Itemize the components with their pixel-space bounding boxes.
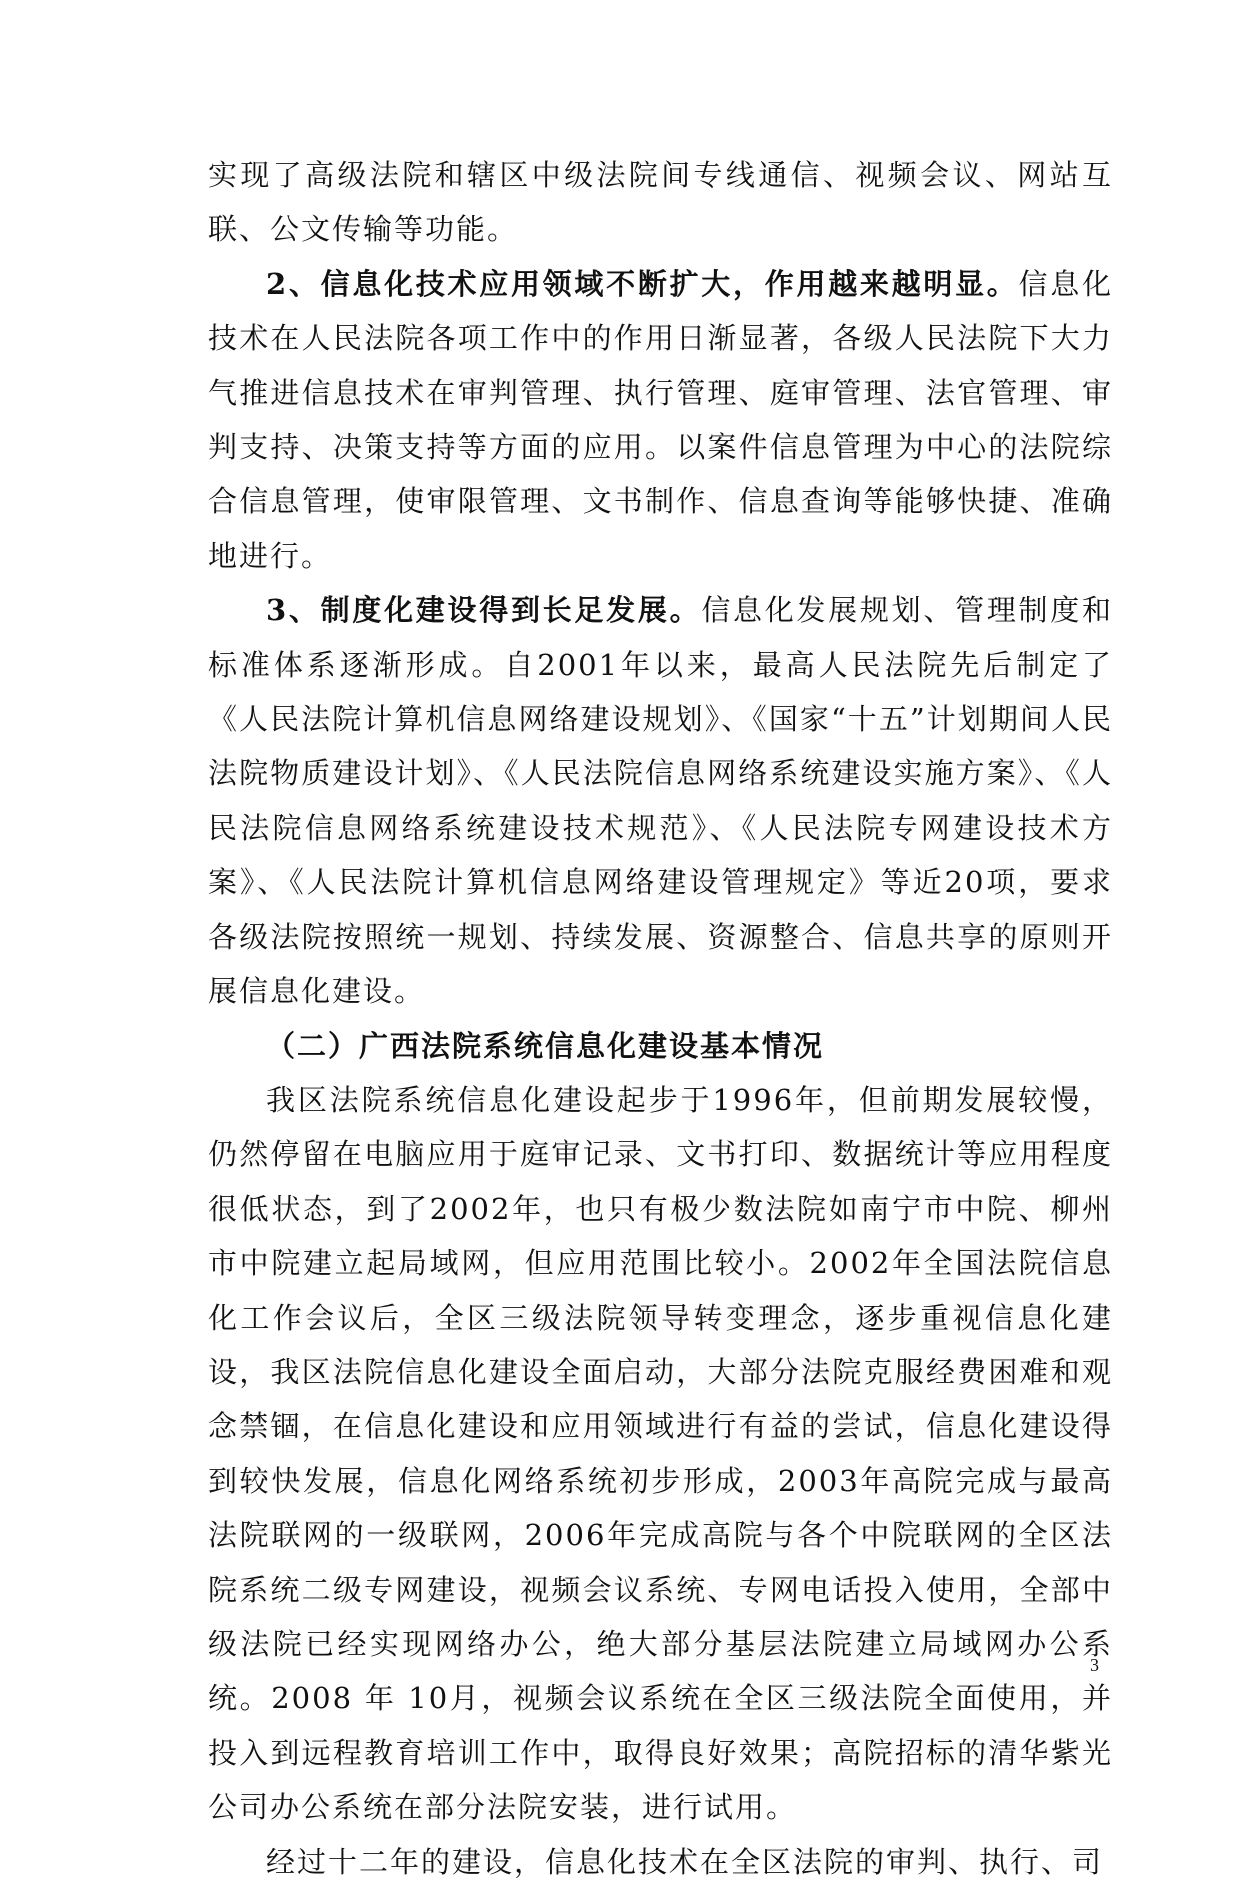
paragraph-guangxi-overview: 我区法院系统信息化建设起步于1996年，但前期发展较慢，仍然停留在电脑应用于庭审记录、文书打印、数据统计等应用程度很低状态，到了2002年，也只有极少数法院如南宁市中院、柳州市中院建立起局域网，但应用范围比较小。2002年全国法院信息化工作会议后，全区三级法院领导转变理念，逐步重视信息化建设，我区法院信息化建设全面启动，大部分法院克服经费困难和观念禁锢，在信息化建设和应用领域进行有益的尝试，信息化建设得到较快发展，信息化网络系统初步形成，2003年高院完成与最高法院联网的一级联网，2006年完成高院与各个中院联网的全区法院系统二级专网建设，视频会议系统、专网电话投入使用，全部中级法院已经实现网络办公，绝大部分基层法院建立局域网办公系统。2008 年 10月，视频会议系统在全区三级法院全面使用，并投入到远程教育培训工作中，取得良好效果；高院招标的清华紫光公司办公系统在部分法院安装，进行试用。: [208, 1082, 1113, 1825]
document-body: [208, 148, 1113, 1889]
item-2-lead: 2、信息化技术应用领域不断扩大，作用越来越明显。: [266, 266, 1019, 301]
page-number: 3: [1090, 1655, 1099, 1675]
item-3-text: 信息化发展规划、管理制度和标准体系逐渐形成。自2001年以来，最高人民法院先后制定了《人民法院计算机信息网络建设规划》、《国家“十五”计划期间人民法院物质建设计划》、《人民法院信息网络系统建设实施方案》、《人民法院信息网络系统建设技术规范》、《人民法院专网建设技术方案》、《人民法院计算机信息网络建设管理规定》等近20项，要求各级法院按照统一规划、持续发展、资源整合、信息共享的原则开展信息化建设。: [208, 593, 1113, 1009]
paragraph-item-3: [208, 583, 1113, 1018]
section-heading: （二）广西法院系统信息化建设基本情况: [266, 1028, 825, 1063]
paragraph-continued: 实现了高级法院和辖区中级法院间专线通信、视频会议、网站互联、公文传输等功能。: [208, 158, 1113, 247]
paragraph-twelve-years: 经过十二年的建设，信息化技术在全区法院的审判、执行、司: [266, 1844, 1104, 1879]
item-2-text: 信息化技术在人民法院各项工作中的作用日渐显著，各级人民法院下大力气推进信息技术在审判管理、执行管理、庭审管理、法官管理、审判支持、决策支持等方面的应用。以案件信息管理为中心的法院综合信息管理，使审限管理、文书制作、信息查询等能够快捷、准确地进行。: [208, 266, 1113, 573]
paragraph-item-2: [208, 257, 1113, 583]
item-3-lead: 3、制度化建设得到长足发展。: [266, 593, 702, 628]
